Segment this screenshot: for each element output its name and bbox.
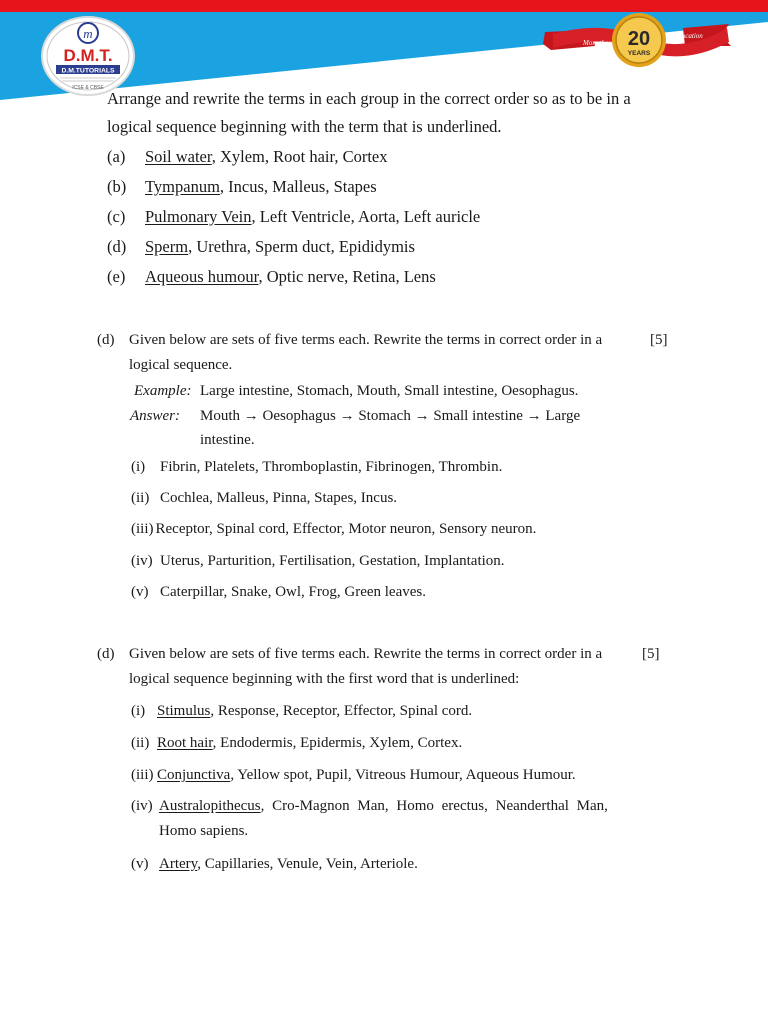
item-label: (a) xyxy=(107,147,126,166)
item-text: Cochlea, Malleus, Pinna, Stapes, Incus. xyxy=(160,490,398,506)
marks-badge: [5] xyxy=(650,332,668,348)
list-item xyxy=(131,553,505,570)
question-3-line-2: logical sequence beginning with the first word that is underlined: xyxy=(129,671,520,687)
item-label: (i) xyxy=(131,703,146,719)
item-text: , Urethra, Sperm duct, Epididymis xyxy=(188,237,415,256)
list-item xyxy=(107,237,415,256)
example-text: Large intestine, Stomach, Mouth, Small intestine, Oesophagus. xyxy=(200,383,579,399)
list-item xyxy=(131,798,608,815)
list-item-continuation: Homo sapiens. xyxy=(159,823,249,839)
underlined-term: Pulmonary Vein xyxy=(145,207,252,226)
underlined-term: Root hair xyxy=(157,735,213,751)
underlined-term: Australopithecus xyxy=(159,798,261,814)
underlined-term: Artery xyxy=(159,856,198,872)
item-label: (iv) xyxy=(131,798,153,814)
item-text: , Left Ventricle, Aorta, Left auricle xyxy=(251,207,481,226)
item-text: Receptor, Spinal cord, Effector, Motor neuron, Sensory neuron. xyxy=(155,521,537,537)
list-item xyxy=(107,267,436,286)
underlined-term: Aqueous humour xyxy=(145,267,259,286)
underlined-term: Sperm xyxy=(145,237,189,256)
question-3-line-1: Given below are sets of five terms each. Rewrite the terms in correct order in a xyxy=(129,646,603,662)
question-1-intro-line-1: Arrange and rewrite the terms in each group in the correct order so as to be in a xyxy=(107,89,631,108)
list-item xyxy=(131,521,536,538)
list-item xyxy=(131,767,576,784)
list-item xyxy=(131,490,398,507)
item-label: (c) xyxy=(107,207,126,226)
underlined-term: Stimulus xyxy=(157,703,211,719)
item-text: Caterpillar, Snake, Owl, Frog, Green leaves. xyxy=(160,584,426,600)
item-label: (v) xyxy=(131,856,149,872)
item-label: (d) xyxy=(107,237,127,256)
list-item xyxy=(131,703,473,720)
svg-text:YEARS: YEARS xyxy=(627,50,651,57)
list-item xyxy=(107,177,377,196)
item-label: (i) xyxy=(131,459,146,475)
answer-line-2: intestine. xyxy=(200,432,255,448)
item-label: (iii) xyxy=(131,521,154,537)
list-item xyxy=(131,584,426,601)
item-label: (e) xyxy=(107,267,126,286)
svg-text:m: m xyxy=(83,26,93,41)
list-item xyxy=(131,735,463,752)
dmt-logo[interactable] xyxy=(40,14,136,96)
list-item xyxy=(131,856,418,873)
example-label: Example: xyxy=(134,383,192,399)
item-text: , Capillaries, Venule, Vein, Arteriole. xyxy=(197,856,418,872)
item-text: Fibrin, Platelets, Thromboplastin, Fibrinogen, Thrombin. xyxy=(160,459,503,475)
item-label: (iii) xyxy=(131,767,154,783)
item-text: , Incus, Malleus, Stapes xyxy=(219,177,377,196)
item-label: (ii) xyxy=(131,735,150,751)
question-2-line-2: logical sequence. xyxy=(129,357,233,373)
item-text: , Yellow spot, Pupil, Vitreous Humour, Aqueous Humour. xyxy=(230,767,576,783)
marks-badge: [5] xyxy=(642,646,660,662)
answer-label: Answer: xyxy=(130,408,180,424)
item-text: , Xylem, Root hair, Cortex xyxy=(211,147,388,166)
question-1-intro-line-2: logical sequence beginning with the term that is underlined. xyxy=(107,117,502,136)
item-label: (iv) xyxy=(131,553,153,569)
answer-line-1: Mouth → Oesophagus → Stomach → Small intestine → Large xyxy=(200,408,581,424)
question-label: (d) xyxy=(97,646,115,662)
item-text: , Response, Receptor, Effector, Spinal cord. xyxy=(210,703,473,719)
svg-text:in education: in education xyxy=(668,32,703,40)
item-text: , Optic nerve, Retina, Lens xyxy=(258,267,436,286)
svg-text:D.M.T.: D.M.T. xyxy=(63,46,113,65)
svg-text:20: 20 xyxy=(627,28,651,50)
list-item xyxy=(107,147,388,166)
question-2-line-1: Given below are sets of five terms each. Rewrite the terms in correct order in a xyxy=(129,332,603,348)
svg-text:ICSE & CBSE: ICSE & CBSE xyxy=(72,85,104,91)
underlined-term: Tympanum xyxy=(145,177,220,196)
twenty-years-badge xyxy=(543,10,733,72)
item-text: , Cro-Magnon Man, Homo erectus, Neanderthal Man, xyxy=(260,798,608,814)
item-text: , Endodermis, Epidermis, Xylem, Cortex. xyxy=(212,735,463,751)
question-label: (d) xyxy=(97,332,115,348)
item-text: Uterus, Parturition, Fertilisation, Gestation, Implantation. xyxy=(160,553,505,569)
list-item xyxy=(107,207,481,226)
item-label: (ii) xyxy=(131,490,150,506)
svg-text:D.M.TUTORIALS: D.M.TUTORIALS xyxy=(61,67,115,75)
svg-text:More than: More than xyxy=(583,39,613,47)
item-label: (b) xyxy=(107,177,127,196)
underlined-term: Conjunctiva xyxy=(157,767,231,783)
item-label: (v) xyxy=(131,584,149,600)
underlined-term: Soil water xyxy=(145,147,212,166)
list-item xyxy=(131,459,503,476)
